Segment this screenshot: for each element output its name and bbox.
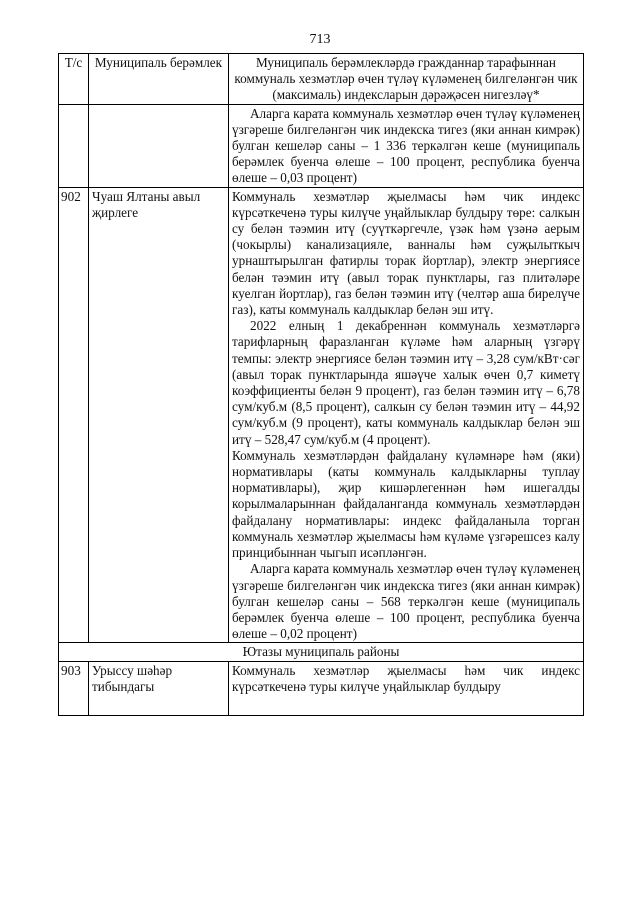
paragraph-tariffs: 2022 елның 1 декабреннән коммуналь хезмәтләргә тарифларның фаразланган күләме һәм аларның үзгәрү темпы: электр энергиясе белән тәэмин итү – 3,28 сум/кВт·сәг (авыл торак пунктларында яшәүче халык өчен 0,7 киметү коэффициенты белән 9 процент), газ белән тәэмин итү – 6,78 сум/куб.м (8,5 процент), салкын су белән тәэмин итү – 44,92 сум/куб.м (9 процент), каты коммуналь калдыклар белән эш итү – 528,47 сум/куб.м (4 процент). xyxy=(232,318,580,447)
tariff-index-table xyxy=(58,53,584,716)
municipality-name: Чуаш Ялтаны авыл җирлеге xyxy=(89,187,229,643)
header-justification: Муниципаль берәмлекләрдә гражданнар тарафыннан коммуналь хезмәтләр өчен түләү күләменең билгеләнгән чик (максималь) индексларын дәрәҗәсен нигезләү* xyxy=(229,54,584,105)
cell-continuation-text: Аларга карата коммуналь хезмәтләр өчен түләү күләменең үзгәреше билгеләнгән чик индекска тигез (яки аннан кимрәк) булган кешеләр саны – 1 336 теркәлгән кеше (муниципаль берәмлек буенча өлеше – 100 процент, республика буенча өлеше – 0,03 процент) xyxy=(229,104,584,187)
section-title: Ютазы муниципаль районы xyxy=(59,643,584,661)
table-header-row xyxy=(59,54,584,105)
table-row-902 xyxy=(59,187,584,643)
paragraph-people-count: Аларга карата коммуналь хезмәтләр өчен түләү күләменең үзгәреше билгеләнгән чик индекска тигез (яки аннан кимрәк) булган кешеләр саны – 568 теркәлгән кеше (муниципаль берәмлек буенча өлеше – 100 процент, республика буенча өлеше – 0,02 процент) xyxy=(232,561,580,642)
table-row-903 xyxy=(59,661,584,715)
justification-cell xyxy=(229,661,584,715)
header-municipality: Муниципаль берәмлек xyxy=(89,54,229,105)
table-row-continuation xyxy=(59,104,584,187)
paragraph-norms: Коммуналь хезмәтләрдән файдалану күләмнәре һәм (яки) нормативлары (каты коммуналь калдыкларны туплау нормативлары), җир кишәрлегеннән һәм ишегалды корылмаларыннан файдаланганда коммуналь хезмәтләрдән файдалану нормативлары: индекс файдаланыла торган коммуналь хезмәтләр җыелмасы һәм күләме үзгәрешсез калу принцибыннан чыгып исәпләнгән. xyxy=(232,447,580,561)
justification-cell xyxy=(229,187,584,643)
row-number: 902 xyxy=(59,187,89,643)
cell-empty xyxy=(89,104,229,187)
page-number: 713 xyxy=(309,32,331,47)
paragraph-services: Коммуналь хезмәтләр җыелмасы һәм чик индекс күрсәткеченә туры килүче уңайлыклар булдыру xyxy=(232,662,580,694)
cell-empty xyxy=(59,104,89,187)
header-number: Т/с xyxy=(59,54,89,105)
paragraph-services: Коммуналь хезмәтләр җыелмасы һәм чик индекс күрсәткеченә туры килүче уңайлыклар булдыру төре: салкын су белән тәэмин итү (суүткәргечле, үзәк һәм үзәнә аерым (чокырлы) канализацияле, ванналы һәм суҗылыткыч урнаштырылган фатирлы торак йортлар), электр энергиясе белән тәэмин итү (авыл торак пунктлары, газ плитәләре куелган йортлар), газ белән тәэмин итү (челтәр аша бирелүче газ), каты коммуналь калдыклар белән эш итү. xyxy=(232,188,580,318)
municipality-name: Урыссу шәһәр тибындагы xyxy=(89,661,229,715)
row-number: 903 xyxy=(59,661,89,715)
section-row xyxy=(59,643,584,661)
